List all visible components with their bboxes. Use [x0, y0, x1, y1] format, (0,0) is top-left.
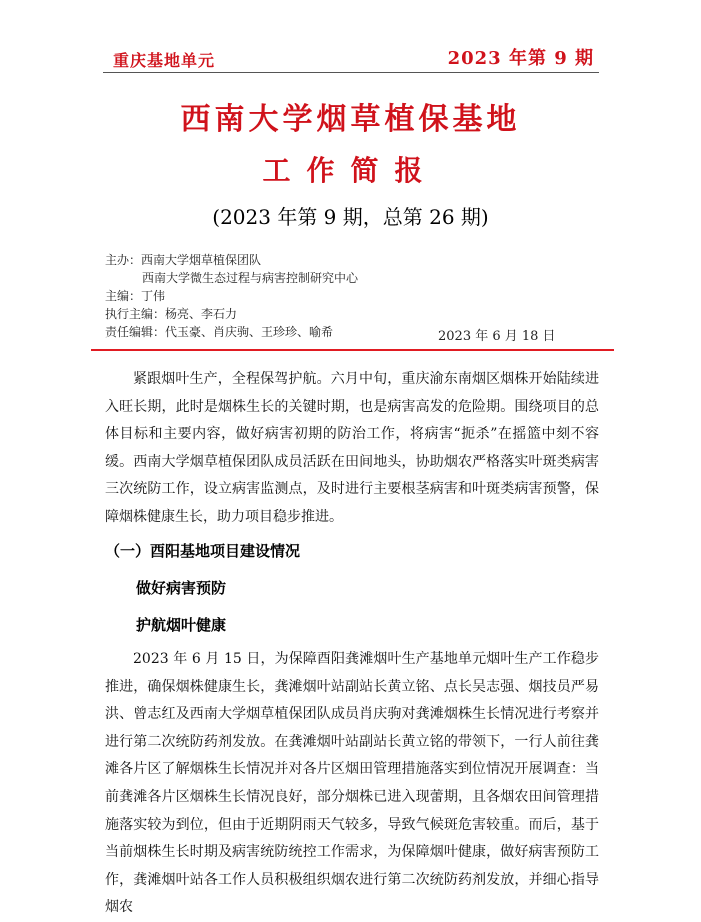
red-divider	[91, 349, 614, 351]
meta-executive-editors: 执行主编：杨亮、李石力	[105, 307, 238, 321]
meta-host-line2: 西南大学微生态过程与病害控制研究中心	[142, 271, 359, 285]
meta-block	[105, 251, 358, 341]
intro-paragraph: 紧跟烟叶生产，全程保驾护航。六月中旬，重庆渝东南烟区烟株开始陆续进入旺长期，此时是烟株生长的关键时期，也是病害高发的危险期。围绕项目的总体目标和主要内容，做好病害初期的防治工作，将病害“扼杀”在摇篮中刻不容缓。西南大学烟草植保团队成员活跃在田间地头，协助烟农严格落实叶斑类病害三次统防工作，设立病害监测点，及时进行主要根茎病害和叶斑类病害预警，保障烟株健康生长，助力项目稳步推进。	[105, 371, 599, 525]
meta-editor-in-chief: 主编：丁伟	[105, 289, 166, 303]
subheading-health: 护航烟叶健康	[136, 616, 227, 634]
issue-line: (2023 年第 9 期，总第 26 期)	[212, 205, 489, 229]
subheading-prevention: 做好病害预防	[136, 579, 227, 597]
section-heading: （一）酉阳基地项目建设情况	[105, 542, 301, 560]
main-title: 西南大学烟草植保基地	[180, 102, 521, 137]
header-divider	[103, 72, 599, 73]
header-unit: 重庆基地单元	[113, 51, 216, 70]
header-issue: 2023 年第 9 期	[447, 48, 594, 69]
meta-host: 主办：西南大学烟草植保团队	[105, 253, 262, 267]
meta-responsible-editors: 责任编辑：代玉豪、肖庆驹、王珍珍、喻希	[105, 325, 334, 339]
sub-title: 工作简报	[262, 154, 439, 187]
body-paragraph-2: 2023 年 6 月 15 日，为保障酉阳龚滩烟叶生产基地单元烟叶生产工作稳步推进，确保烟株健康生长，龚滩烟叶站副站长黄立铭、点长吴志强、烟技员严易洪、曾志红及西南大学烟草植保团队成员肖庆驹对龚滩烟株生长情况进行考察并进行第二次统防药剂发放。在龚滩烟叶站副站长黄立铭的带领下，一行人前往龚滩各片区了解烟株生长情况并对各片区烟田管理措施落实到位情况开展调查：当前龚滩各片区烟株生长情况良好，部分烟株已进入现蕾期，且各烟农田间管理措施落实较为到位，但由于近期阴雨天气较多，导致气候斑危害较重。而后，基于当前烟株生长时期及病害统防统控工作需求，为保障烟叶健康，做好病害预防工作，龚滩烟叶站各工作人员积极组织烟农进行第二次统防药剂发放，并细心指导烟农	[105, 651, 599, 916]
meta-date: 2023 年 6 月 18 日	[438, 329, 556, 344]
